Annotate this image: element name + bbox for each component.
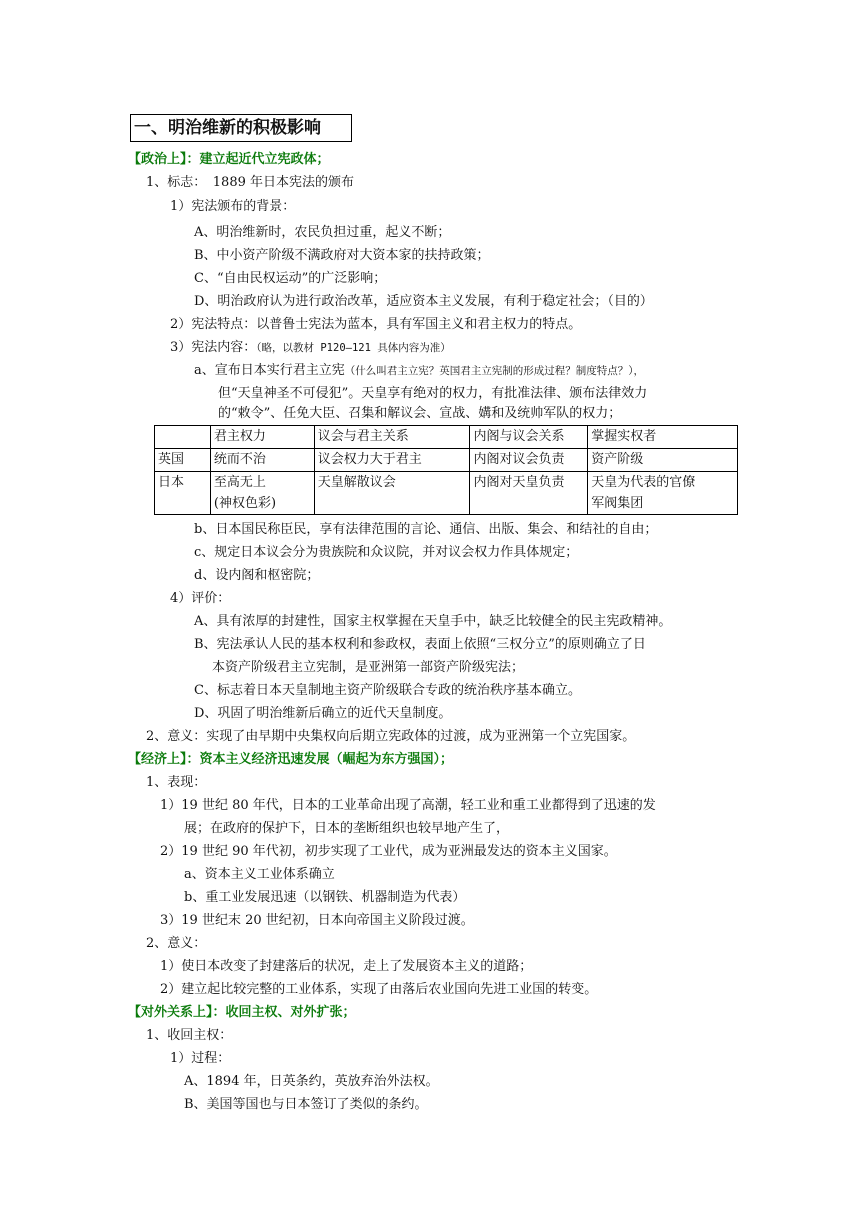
evaluation-b-line-2: 本资产阶级君主立宪制，是亚洲第一部资产阶级宪法； — [212, 660, 525, 675]
economy-m1: 1）使日本改变了封建落后的状况，走上了发展资本主义的道路； — [160, 959, 533, 974]
economy-p1-line-1: 1）19 世纪 80 年代，日本的工业革命出现了高潮，轻工业和重工业都得到了迅速的发 — [160, 798, 656, 813]
content-a-note: （什么叫君主立宪？英国君主立宪制的形成过程？制度特点？）， — [344, 365, 645, 377]
economy-p2: 2）19 世纪 90 年代初，初步实现了工业代，成为亚洲最发达的资本主义国家。 — [160, 844, 617, 859]
table-cell — [210, 472, 314, 515]
table-cell: 英国 — [155, 449, 211, 472]
table-row — [155, 472, 738, 515]
table-header-cell: 君主权力 — [210, 426, 314, 449]
section-title: 一、明治维新的积极影响 — [130, 114, 352, 142]
content-a-line-3: 的“敕令”、任免大臣、召集和解议会、宣战、媾和及统帅军队的权力； — [218, 406, 622, 421]
politics-sub-1: 1）宪法颁布的背景： — [170, 199, 296, 214]
politics-sub-3-label: 3）宪法内容： — [170, 340, 257, 355]
politics-item-2: 2、意义：实现了由早期中央集权向后期立宪政体的过渡，成为亚洲第一个立宪国家。 — [146, 729, 636, 744]
content-a-text: a、宣布日本实行君主立宪 — [194, 363, 345, 378]
economy-heading: 【经济上】：资本主义经济迅速发展（崛起为东方强国）； — [128, 752, 454, 767]
politics-sub-3-note: （略，以教材 P120—121 具体内容为准） — [256, 342, 451, 354]
table-cell-line: 天皇为代表的官僚 — [591, 475, 696, 490]
table-header-row — [155, 426, 738, 449]
background-d: D、明治政府认为进行政治改革，适应资本主义发展，有利于稳定社会；（目的） — [194, 294, 653, 309]
politics-sub-3 — [170, 337, 451, 359]
politics-item-1: 1、标志： 1889 年日本宪法的颁布 — [146, 175, 354, 190]
politics-sub-4: 4）评价： — [170, 591, 231, 606]
background-c: C、“自由民权运动”的广泛影响； — [194, 271, 387, 286]
foreign-item-1: 1、收回主权： — [146, 1028, 233, 1043]
table-cell: 内阁对议会负责 — [470, 449, 588, 472]
content-d: d、设内阁和枢密院； — [194, 568, 320, 583]
table-cell-line: 军阀集团 — [591, 496, 644, 511]
table-header-cell: 掌握实权者 — [588, 426, 738, 449]
table-cell-line: (神权色彩) — [213, 496, 277, 511]
economy-item-1: 1、表现： — [146, 775, 207, 790]
table-header-cell: 内阁与议会关系 — [470, 426, 588, 449]
table-cell: 统而不治 — [210, 449, 314, 472]
table-cell: 内阁对天皇负责 — [470, 472, 588, 515]
economy-item-2: 2、意义： — [146, 936, 207, 951]
politics-heading: 【政治上】：建立起近代立宪政体； — [128, 152, 330, 167]
table-header-cell: 议会与君主关系 — [314, 426, 470, 449]
evaluation-a: A、具有浓厚的封建性，国家主权掌握在天皇手中，缺乏比较健全的民主宪政精神。 — [194, 614, 672, 629]
table-cell: 议会权力大于君主 — [314, 449, 470, 472]
economy-p3: 3）19 世纪末 20 世纪初，日本向帝国主义阶段过渡。 — [160, 913, 474, 928]
politics-sub-2: 2）宪法特点：以普鲁士宪法为蓝本，具有军国主义和君主权力的特点。 — [170, 317, 582, 332]
economy-p2-b: b、重工业发展迅速（以钢铁、机器制造为代表） — [184, 890, 466, 905]
content-b: b、日本国民称臣民，享有法律范围的言论、通信、出版、集会、和结社的自由； — [194, 522, 658, 537]
evaluation-b-line-1: B、宪法承认人民的基本权利和参政权，表面上依照“三权分立”的原则确立了日 — [194, 637, 646, 652]
background-a: A、明治维新时，农民负担过重，起义不断； — [194, 225, 451, 240]
table-cell-line: 至高无上 — [213, 475, 266, 490]
economy-m2: 2）建立起比较完整的工业体系，实现了由落后农业国向先进工业国的转变。 — [160, 982, 598, 997]
foreign-heading: 【对外关系上】：收回主权、对外扩张； — [128, 1005, 356, 1020]
evaluation-d: D、巩固了明治维新后确立的近代天皇制度。 — [194, 706, 452, 721]
economy-p2-a: a、资本主义工业体系确立 — [184, 867, 335, 882]
table-cell: 日本 — [155, 472, 211, 515]
table-cell: 资产阶级 — [588, 449, 738, 472]
table-header-cell — [155, 426, 211, 449]
content-a-line-2: 但“天皇神圣不可侵犯”。天皇享有绝对的权力，有批准法律、颁布法律效力 — [218, 386, 648, 401]
table-row — [155, 449, 738, 472]
background-b: B、中小资产阶级不满政府对大资本家的扶持政策； — [194, 248, 490, 263]
table-cell — [588, 472, 738, 515]
foreign-a: A、1894 年，日英条约，英放弃治外法权。 — [184, 1074, 439, 1089]
table-cell: 天皇解散议会 — [314, 472, 470, 515]
content-c: c、规定日本议会分为贵族院和众议院，并对议会权力作具体规定； — [194, 545, 579, 560]
economy-p1-line-2: 展；在政府的保护下，日本的垄断组织也较早地产生了， — [184, 821, 510, 836]
content-a-line-1 — [194, 360, 644, 382]
comparison-table — [154, 425, 738, 515]
foreign-sub-1: 1）过程： — [170, 1051, 231, 1066]
foreign-b: B、美国等国也与日本签订了类似的条约。 — [184, 1097, 428, 1112]
evaluation-c: C、标志着日本天皇制地主资产阶级联合专政的统治秩序基本确立。 — [194, 683, 581, 698]
